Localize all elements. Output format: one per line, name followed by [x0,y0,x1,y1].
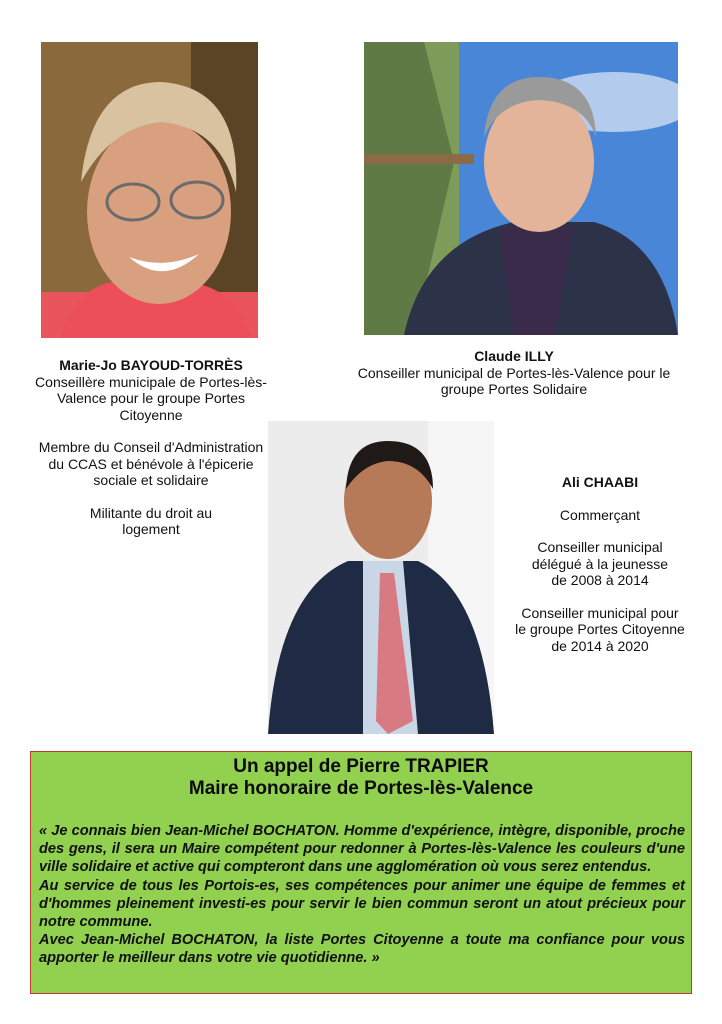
appeal-title: Un appel de Pierre TRAPIER [233,756,489,777]
person-role: Membre du Conseil d'Administration du CCAS et bénévole à l'épicerie sociale et solidaire [38,439,264,488]
person-name: Claude ILLY [474,348,554,364]
person-role: Conseiller municipal délégué à la jeunesse de 2008 à 2014 [531,539,669,588]
person-role: Conseillère municipale de Portes-lès-Valence pour le groupe Portes Citoyenne [35,373,267,423]
caption-claude [350,348,678,398]
appeal-paragraph: « Je connais bien Jean-Michel BOCHATON. Homme d'expérience, intègre, disponible, proche des gens, il sera un Maire compétent pour redonner à Portes-lès-Valence les couleurs d'une ville solidaire et active qui compteront dans une agglomération où vous serez entendus. [39,823,685,876]
appeal-box [30,751,692,994]
person-role: Commerçant [559,506,641,523]
appeal-quote [39,822,685,968]
appeal-paragraph: Avec Jean-Michel BOCHATON, la liste Portes Citoyenne a toute ma confiance pour vous apporter le meilleur dans votre vie quotidienne. » [39,932,685,967]
person-role: Conseiller municipal de Portes-lès-Valence pour le groupe Portes Solidaire [357,364,671,397]
photo-ali [268,421,494,734]
appeal-paragraph: Au service de tous les Portois-es, ses compétences pour animer une équipe de femmes et d'hommes pleinement investi-es pour servir le bien commun seront un atout précieux pour notre commune. [39,877,685,931]
person-name: Ali CHAABI [561,474,639,490]
person-name: Marie-Jo BAYOUD-TORRÈS [59,357,243,373]
photo-claude [364,42,678,335]
person-role: Conseiller municipal pour le groupe Portes Citoyenne de 2014 à 2020 [515,604,685,654]
photo-marie-jo [41,42,258,338]
caption-ali [505,474,695,654]
person-role: Militante du droit au logement [89,504,213,537]
caption-marie-jo [30,357,272,538]
appeal-subtitle: Maire honoraire de Portes-lès-Valence [188,778,534,799]
